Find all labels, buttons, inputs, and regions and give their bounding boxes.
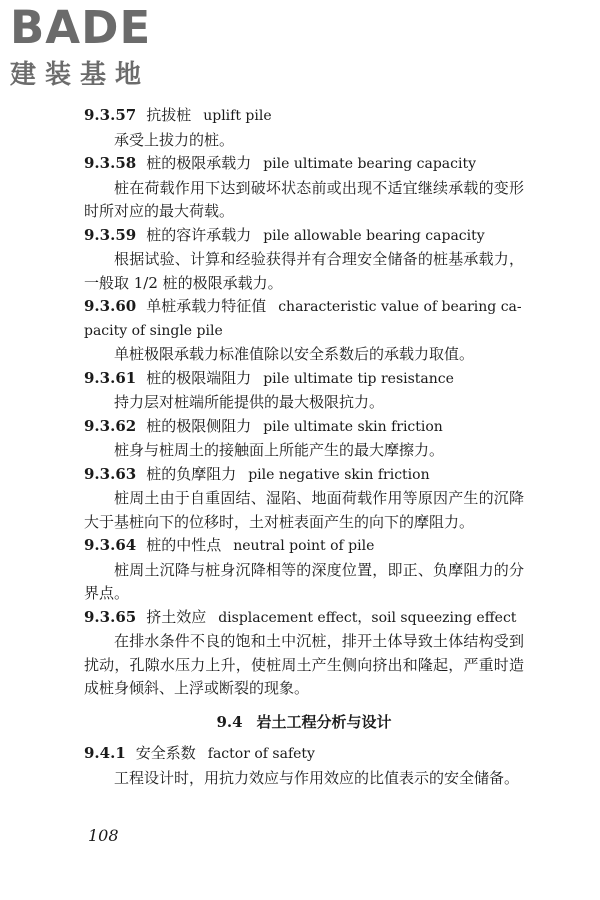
term-en: pile ultimate skin friction [263, 418, 443, 435]
term-definition: 根据试验、计算和经验获得并有合理安全储备的桩基承载力，一般取 1/2 桩的极限承载力。 [84, 250, 524, 292]
term-number: 9.3.62 [84, 416, 137, 435]
page-content [84, 104, 524, 790]
term-en-continued: pacity of single pile [84, 322, 223, 339]
term-cn: 抗拔桩 [146, 106, 192, 124]
section-title: 岩土工程分析与设计 [256, 712, 392, 731]
term-cn: 挤土效应 [146, 607, 207, 626]
logo [10, 1, 190, 96]
term-en: uplift pile [203, 108, 272, 124]
term-definition: 桩周土由于自重固结、湿陷、地面荷载作用等原因产生的沉降大于基桩向下的位移时，土对桩表面产生的向下的摩阻力。 [84, 489, 524, 531]
term-entry [84, 415, 524, 463]
term-entry [84, 224, 524, 296]
term-entry [84, 295, 524, 367]
term-number: 9.3.59 [84, 225, 137, 244]
logo-text-en: BADE [10, 1, 152, 54]
term-definition: 桩身与桩周土的接触面上所能产生的最大摩擦力。 [114, 441, 445, 459]
term-cn: 桩的极限侧阻力 [146, 416, 252, 435]
term-number: 9.3.60 [84, 297, 137, 315]
term-cn: 桩的中性点 [146, 536, 222, 554]
term-cn: 安全系数 [135, 744, 196, 762]
term-cn: 单桩承载力特征值 [146, 297, 267, 315]
term-number: 9.3.58 [84, 154, 137, 172]
term-en: pile allowable bearing capacity [263, 227, 485, 244]
logo-text-cn: 建装基地 [10, 60, 151, 90]
term-en: pile negative skin friction [248, 466, 430, 483]
term-definition: 桩周土沉降与桩身沉降相等的深度位置，即正、负摩阻力的分界点。 [84, 560, 524, 602]
term-entry [84, 367, 524, 415]
term-entry [84, 463, 524, 535]
term-definition: 在排水条件不良的饱和土中沉桩，排开土体导致土体结构受到扰动，孔隙水压力上升，使桩周土产生侧向挤出和隆起，严重时造成桩身倾斜、上浮或断裂的现象。 [84, 632, 524, 697]
term-entry [84, 152, 524, 224]
term-en: pile ultimate bearing capacity [263, 156, 476, 172]
term-entry [84, 534, 524, 606]
term-en: pile ultimate tip resistance [263, 370, 454, 387]
term-en: factor of safety [207, 746, 315, 762]
term-definition: 承受上拔力的桩。 [114, 130, 235, 149]
term-entry [84, 742, 524, 790]
term-number: 9.3.64 [84, 536, 137, 554]
section-number: 9.4 [216, 712, 243, 731]
term-en: neutral point of pile [233, 538, 375, 554]
page-number: 108 [88, 826, 119, 845]
term-number: 9.3.57 [84, 106, 137, 124]
term-en: displacement effect，soil squeezing effect [218, 609, 517, 626]
term-en: characteristic value of bearing ca- [278, 299, 522, 315]
term-number: 9.3.65 [84, 607, 137, 626]
section-heading [84, 710, 524, 735]
term-number: 9.3.61 [84, 368, 137, 387]
term-number: 9.3.63 [84, 464, 137, 483]
term-definition: 工程设计时，用抗力效应与作用效应的比值表示的安全储备。 [114, 768, 520, 787]
term-cn: 桩的容许承载力 [146, 225, 252, 244]
term-definition: 持力层对桩端所能提供的最大极限抗力。 [114, 393, 385, 411]
term-cn: 桩的负摩阻力 [146, 464, 237, 483]
term-definition: 桩在荷载作用下达到破坏状态前或出现不适宜继续承载的变形时所对应的最大荷载。 [84, 178, 524, 220]
term-entry [84, 104, 524, 152]
term-cn: 桩的极限承载力 [146, 154, 252, 172]
term-number: 9.4.1 [84, 744, 126, 762]
term-entry [84, 606, 524, 701]
term-definition: 单桩极限承载力标准值除以安全系数后的承载力取值。 [114, 345, 475, 363]
term-cn: 桩的极限端阻力 [146, 368, 252, 387]
